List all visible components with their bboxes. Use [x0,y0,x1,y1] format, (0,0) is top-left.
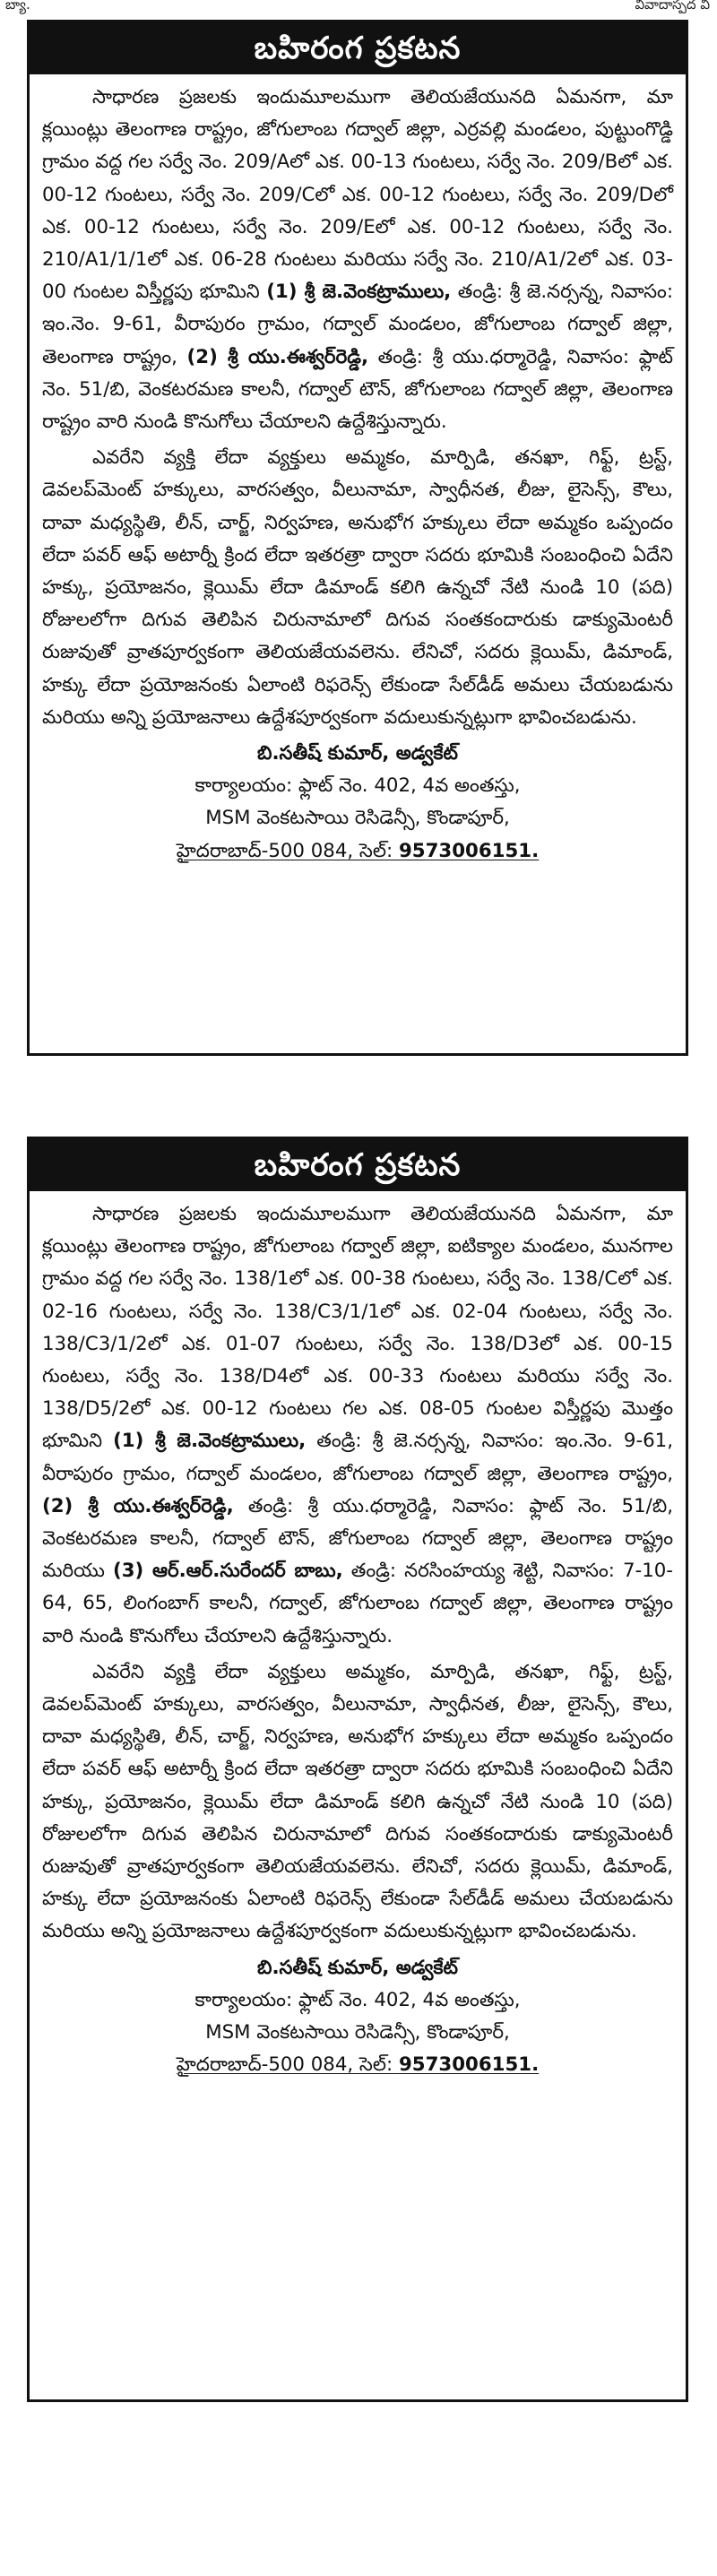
para-text: తండ్రి: శ్రీ యు.ధర్మారెడ్డి, నివాసం: ఫ్లాట్ నెం. 51/బి, వెంకటరమణ కాలనీ, గద్వాల్ టౌన్, జోగులాంబ గద్వాల్ జిల్లా, తెలంగాణ రాష్ట్రం మరియు [42,1494,673,1583]
para-text: సాధారణ ప్రజలకు ఇందుమూలముగా తెలియజేయునది ఏమనగా, మా క్లయింట్లు తెలంగాణ రాష్ట్రం, జోగులాంబ గద్వాల్ జిల్లా, ఎర్రవల్లి మండలం, పుట్టుంగొడ్డి గ్రామం వద్ద గల సర్వే నెం. 209/Aలో ఎక. 00-13 గుంటలు, సర్వే నెం. 209/Bలో ఎక. 00-12 గుంటలు, సర్వే నెం. 209/Cలో ఎక. 00-12 గుంటలు, సర్వే నెం. 209/Dలో ఎక. 00-12 గుంటలు, సర్వే నెం. 209/Eలో ఎక. 00-12 గుంటలు, సర్వే నెం. 210/A1/1/1లో ఎక. 06-28 గుంటలు మరియు సర్వే నెం. 210/A1/2లో ఎక. 03-00 గుంటల విస్తీర్ణపు భూమిని [42,86,673,304]
page-top-fragment [0,0,717,16]
office-address-line: కార్యాలయం: ఫ్లాట్ నెం. 402, 4వ అంతస్తు, [194,774,521,798]
public-notice-1 [27,20,688,1056]
notice-body [30,1191,686,2081]
owner-name-1: (1) శ్రీ జె.వెంకట్రాములు, [113,1430,307,1453]
notice-paragraph-2: ఎవరేని వ్యక్తి లేదా వ్యక్తులు అమ్మకం, మార్పిడి, తనఖా, గిఫ్ట్, ట్రస్ట్, డెవలప్‌మెంట్ హక్కులు, వారసత్వం, వీలునామా, స్వాధీనత, లీజు, లైసెన్స్, కౌలు, దావా మధ్యస్థితి, లీన్, చార్జ్, నిర్వహణ, అనుభోగ హక్కులు లేదా అమ్మకం ఒప్పందం లేదా పవర్ ఆఫ్ అటార్నీ క్రింద లేదా ఇతరత్రా ద్వారా సదరు భూమికి సంబంధించి ఏదేని హక్కు, ప్రయోజనం, క్లెయిమ్ లేదా డిమాండ్ కలిగి ఉన్నచో నేటి నుండి 10 (పది) రోజులలోగా దిగువ తెలిపిన చిరునామాలో దిగువ సంతకందారుకు డాక్యుమెంటరీ రుజువుతో వ్రాతపూర్వకంగా తెలియజేయవలెను. లేనిచో, సదరు క్లెయిమ్, డిమాండ్, హక్కు లేదా ప్రయోజనంకు ఏలాంటి రిఫరెన్స్ లేకుండా సేల్‌డీడ్ అమలు చేయబడును మరియు అన్ని ప్రయోజనాలు ఉద్దేశపూర్వకంగా వదులుకున్నట్లుగా భావించబడును. [42,1660,673,1943]
notice-paragraph-1 [42,1198,673,1653]
phone-number: 9573006151. [398,839,540,862]
para-text: తండ్రి: నరసింహయ్య శెట్టి, నివాసం: 7-10-64, 65, లింగంబాగ్ కాలనీ, గద్వాల్, జోగులాంబ గద్వాల్ జిల్లా, తెలంగాణ రాష్ట్రం వారి నుండి కొనుగోలు చేయాలని ఉద్దేశిస్తున్నారు. [42,1560,673,1647]
advocate-name: బి.సతీష్ కుమార్, అడ్వకేట్ [257,742,458,765]
owner-name-3: (3) ఆర్.ఆర్.సురేందర్ బాబు, [112,1560,343,1583]
public-notice-2 [27,1137,688,2402]
city-text: హైదరాబాద్-500 084, సెల్: [176,2053,399,2077]
notice-body [30,74,686,868]
para-text: తండ్రి: శ్రీ యు.ధర్మారెడ్డి, నివాసం: ఫ్లాట్ నెం. 51/బి, వెంకటరమణ కాలనీ, గద్వాల్ టౌన్, జోగులాంబ గద్వాల్ జిల్లా, తెలంగాణ రాష్ట్రం వారి నుండి కొనుగోలు చేయాలని ఉద్దేశిస్తున్నారు. [42,345,673,434]
notice-paragraph-2: ఎవరేని వ్యక్తి లేదా వ్యక్తులు అమ్మకం, మార్పిడి, తనఖా, గిఫ్ట్, ట్రస్ట్, డెవలప్‌మెంట్ హక్కులు, వారసత్వం, వీలునామా, స్వాధీనత, లీజు, లైసెన్స్, కౌలు, దావా మధ్యస్థితి, లీన్, చార్జ్, నిర్వహణ, అనుభోగ హక్కులు లేదా అమ్మకం ఒప్పందం లేదా పవర్ ఆఫ్ అటార్నీ క్రింద లేదా ఇతరత్రా ద్వారా సదరు భూమికి సంబంధించి ఏదేని హక్కు, ప్రయోజనం, క్లెయిమ్ లేదా డిమాండ్ కలిగి ఉన్నచో నేటి నుండి 10 (పది) రోజులలోగా దిగువ తెలిపిన చిరునామాలో దిగువ సంతకందారుకు డాక్యుమెంటరీ రుజువుతో వ్రాతపూర్వకంగా తెలియజేయవలెను. లేనిచో, సదరు క్లెయిమ్, డిమాండ్, హక్కు లేదా ప్రయోజనంకు ఏలాంటి రిఫరెన్స్ లేకుండా సేల్‌డీడ్ అమలు చేయబడును మరియు అన్ని ప్రయోజనాలు ఉద్దేశపూర్వకంగా వదులుకున్నట్లుగా భావించబడును. [42,446,673,729]
residency-line: MSM వెంకటసాయి రెసిడెన్సీ, కొండాపూర్, [205,807,510,830]
advocate-name: బి.సతీష్ కుమార్, అడ్వకేట్ [257,1956,458,1979]
para-text: తండ్రి: శ్రీ జె.నర్సన్న, నివాసం: ఇం.నెం. 9-61, వీరాపురం గ్రామం, గద్వాల్ మండలం, జోగులాంబ గద్వాల్ జిల్లా, తెలంగాణ రాష్ట్రం, [42,281,673,368]
owner-name-2: (2) శ్రీ యు.ఈశ్వర్‌రెడ్డి, [42,1494,234,1517]
residency-line: MSM వెంకటసాయి రెసిడెన్సీ, కొండాపూర్, [205,2021,510,2044]
phone-number: 9573006151. [398,2053,540,2077]
owner-name-1: (1) శ్రీ జె.వెంకట్రాములు, [266,281,452,304]
top-right-fragment: వివాదాస్పద వి [635,0,710,13]
notice-heading: బహిరంగ ప్రకటన [30,1139,686,1191]
notice-paragraph-1 [42,82,673,438]
city-text: హైదరాబాద్-500 084, సెల్: [176,839,399,862]
signature-block [42,1952,673,2082]
notice-heading: బహిరంగ ప్రకటన [30,22,686,74]
signature-block [42,738,673,868]
para-text: తండ్రి: శ్రీ జె.నర్సన్న, నివాసం: ఇం.నెం. 9-61, వీరాపురం గ్రామం, గద్వాల్ మండలం, జోగులాంబ గద్వాల్ జిల్లా, తెలంగాణ రాష్ట్రం, [42,1430,674,1485]
office-address-line: కార్యాలయం: ఫ్లాట్ నెం. 402, 4వ అంతస్తు, [194,1988,521,2011]
para-text: సాధారణ ప్రజలకు ఇందుమూలముగా తెలియజేయునది ఏమనగా, మా క్లయింట్లు తెలంగాణ రాష్ట్రం, జోగులాంబ గద్వాల్ జిల్లా, ఐటిక్యాల మండలం, మునగాల గ్రామం వద్ద గల సర్వే నెం. 138/1లో ఎక. 00-38 గుంటలు, సర్వే నెం. 138/Cలో ఎక. 02-16 గుంటలు, సర్వే నెం. 138/C3/1/1లో ఎక. 02-04 గుంటలు, సర్వే నెం. 138/C3/1/2లో ఎక. 01-07 గుంటలు, సర్వే నెం. 138/D3లో ఎక. 00-15 గుంటలు, సర్వే నెం. 138/D4లో ఎక. 00-33 గుంటలు మరియు సర్వే నెం. 138/D5/2లో ఎక. 00-12 గుంటలు గల ఎక. 08-05 గుంటల విస్తీర్ణపు మొత్తం భూమిని [42,1203,673,1453]
owner-name-2: (2) శ్రీ యు.ఈశ్వర్‌రెడ్డి, [186,345,369,368]
city-phone-line [42,835,673,868]
city-phone-line [42,2049,673,2081]
top-left-fragment: బ్యా. [5,0,30,13]
